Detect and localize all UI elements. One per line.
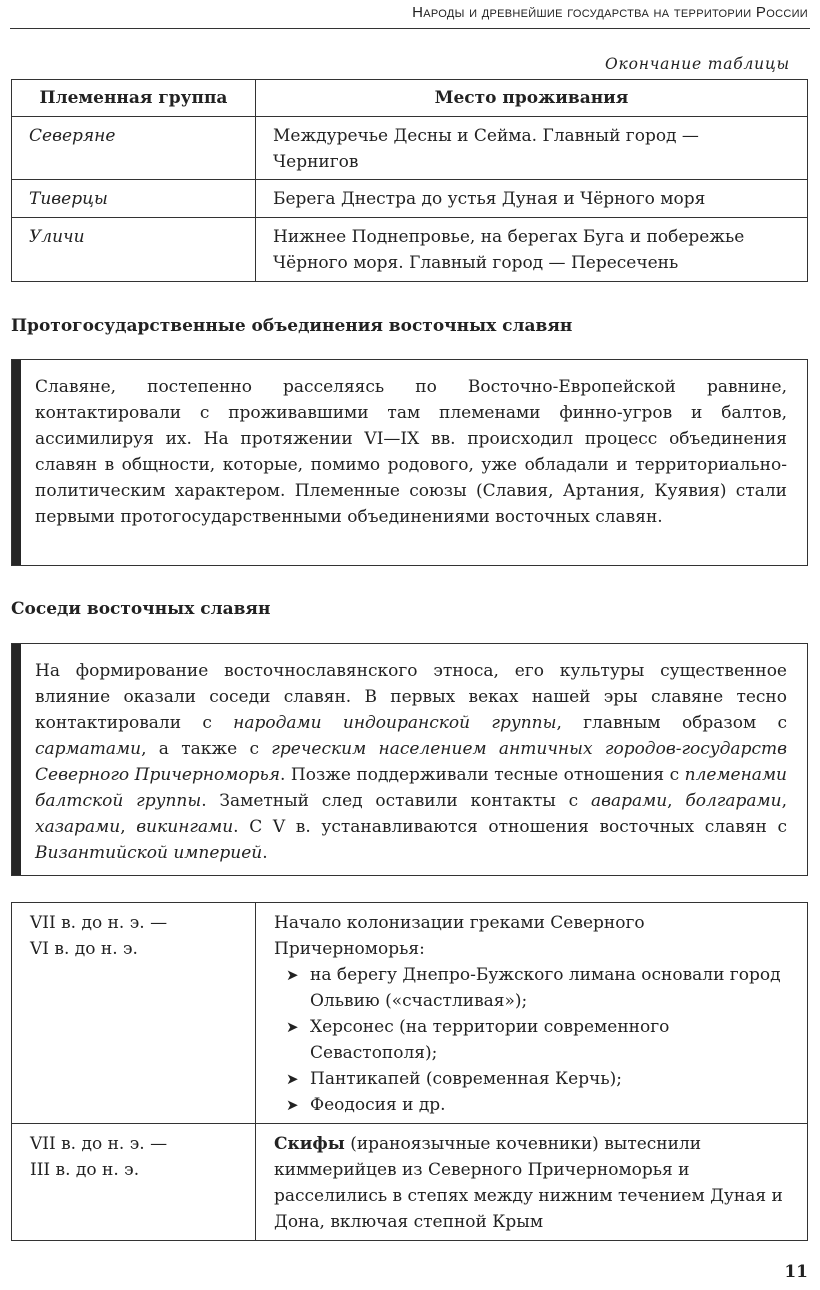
box-accent-bar: [12, 360, 21, 565]
emphasis: хазарами: [35, 817, 121, 837]
emphasis: сарматами: [35, 739, 142, 759]
event-cell: Скифы (ираноязычные кочевники) вытеснили киммерийцев из Северного Причерноморья и расселились в степях между нижним течением Дуная и Дона, включая степной Крым: [256, 1124, 808, 1241]
emphasis: племенами балтской группы: [35, 765, 787, 811]
tribe-cell: Северяне: [12, 117, 256, 180]
place-cell: Междуречье Десны и Сейма. Главный город — Чернигов: [256, 117, 808, 180]
emphasis: народами индоиранской группы: [233, 713, 557, 733]
column-header-place: Место проживания: [256, 80, 808, 117]
tribe-cell: Тиверцы: [12, 180, 256, 218]
date-cell: VII в. до н. э. — III в. до н. э.: [12, 1124, 256, 1241]
table-row: [12, 117, 808, 180]
date-cell: VII в. до н. э. — VI в. до н. э.: [12, 903, 256, 1124]
emphasis: аварами: [590, 791, 668, 811]
section-title-protostates: Протогосударственные объединения восточных славян: [11, 316, 573, 336]
right-arrowhead-icon: ➤: [286, 1018, 299, 1036]
column-header-tribe: Племенная группа: [12, 80, 256, 117]
right-arrowhead-icon: ➤: [286, 966, 299, 984]
table-row: [12, 1124, 808, 1241]
box-accent-bar: [12, 644, 21, 875]
right-arrowhead-icon: ➤: [286, 1070, 299, 1088]
place-cell: Берега Днестра до устья Дуная и Чёрного моря: [256, 180, 808, 218]
tribes-table: [11, 79, 808, 282]
right-arrowhead-icon: ➤: [286, 1096, 299, 1114]
event-cell: [256, 903, 808, 1124]
list-item: ➤ Феодосия и др.: [274, 1092, 789, 1118]
table-row: [12, 218, 808, 282]
info-box-neighbours: [11, 643, 808, 876]
emphasis: греческим населением античных городов-государств Северного Причерноморья: [35, 739, 787, 785]
table-row: [12, 180, 808, 218]
chronology-table: [11, 902, 808, 1241]
emphasis: Византийской империей: [35, 843, 263, 863]
list-item: ➤ на берегу Днепро-Бужского лимана основали город Ольвию («счастливая»);: [274, 962, 789, 1014]
info-box-protostates: [11, 359, 808, 566]
colony-list: [274, 962, 789, 1118]
emphasis: болгарами: [685, 791, 782, 811]
place-cell: Нижнее Поднепровье, на берегах Буга и побережье Чёрного моря. Главный город — Пересечень: [256, 218, 808, 282]
page-number: 11: [784, 1262, 808, 1282]
event-intro: Начало колонизации греками Северного Причерноморья:: [274, 913, 645, 959]
tribe-cell: Уличи: [12, 218, 256, 282]
section-title-neighbours: Соседи восточных славян: [11, 599, 271, 619]
running-header: Народы и древнейшие государства на территории России: [412, 4, 808, 21]
table-continuation-note: Окончание таблицы: [605, 55, 790, 73]
table-header-row: [12, 80, 808, 117]
header-rule: [10, 28, 810, 29]
box-text: Славяне, постепенно расселяясь по Восточно-Европейской равнине, контактировали с проживавшими там племенами финно-угров и балтов, ассимилируя их. На протяжении VI—IX вв. происходил процесс объединения славян в общности, которые, помимо родового, уже обладали и территориально-политическим характером. Племенные союзы (Славия, Артания, Куявия) стали первыми протогосударственными объединениями восточных славян.: [35, 377, 787, 527]
list-item: ➤ Херсонес (на территории современного Севастополя);: [274, 1014, 789, 1066]
table-row: [12, 903, 808, 1124]
box-text: На формирование восточнославянского этноса, его культуры существенное влияние оказали соседи славян. В первых веках нашей эры славяне тесно контактировали с народами индоиранской группы, главным образом с сарматами, а также с греческим населением античных городов-государств Северного Причерноморья. Позже поддерживали тесные отношения с племенами балтской группы. Заметный след оставили контакты с аварами, болгарами, хазарами, викингами. С V в. устанавливаются отношения восточных славян с Византийской империей.: [35, 661, 788, 863]
list-item: ➤ Пантикапей (современная Керчь);: [274, 1066, 789, 1092]
bold-term: Скифы: [274, 1134, 345, 1154]
emphasis: викингами: [136, 817, 234, 837]
